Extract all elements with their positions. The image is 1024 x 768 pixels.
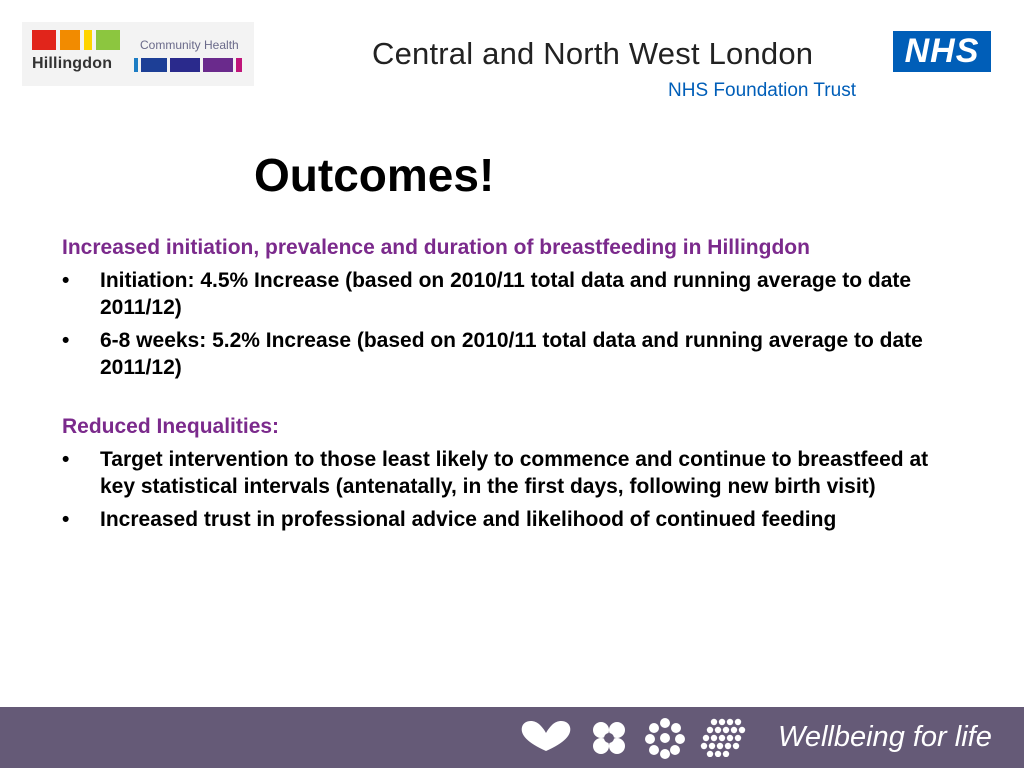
bullet-list-inequalities	[62, 446, 962, 533]
list-item	[62, 267, 962, 321]
bullet-text: Increased trust in professional advice and likelihood of continued feeding	[100, 508, 837, 531]
logo-bar	[141, 58, 167, 72]
bullet-icon: •	[62, 508, 70, 531]
trust-title: Central and North West London	[372, 36, 814, 71]
nhs-logo: NHS	[893, 31, 991, 72]
list-item	[62, 446, 962, 500]
section-spacer	[62, 387, 962, 413]
list-item	[62, 506, 962, 533]
bullet-list-breastfeeding	[62, 267, 962, 381]
heart-icon	[518, 717, 574, 757]
bullet-icon: •	[62, 448, 70, 471]
logo-color-bars	[134, 58, 242, 72]
section-heading-inequalities: Reduced Inequalities:	[62, 415, 280, 438]
logo-bar	[236, 58, 242, 72]
logo-name: Hillingdon	[32, 55, 113, 72]
bullet-icon: •	[62, 269, 70, 292]
bullet-text: Target intervention to those least likely to commence and continue to breastfeed at key statistical intervals (antenatally, in the first days, following new birth visit)	[100, 448, 929, 498]
hillingdon-community-health-logo	[22, 22, 254, 86]
footer-icons	[518, 717, 746, 759]
logo-bar	[134, 58, 138, 72]
footer-bar	[0, 707, 1024, 768]
logo-bar	[203, 58, 233, 72]
logo-block-yellow	[84, 30, 92, 50]
flower-icon	[644, 717, 686, 759]
bullet-icon: •	[62, 329, 70, 352]
bullet-text: Initiation: 4.5% Increase (based on 2010/11 total data and running average to date 2011/12)	[100, 269, 912, 319]
dots-grid-icon	[700, 717, 746, 757]
section-heading-breastfeeding: Increased initiation, prevalence and duration of breastfeeding in Hillingdon	[62, 236, 810, 259]
clover-icon	[588, 717, 630, 759]
logo-color-blocks	[32, 30, 120, 50]
nhs-foundation-trust-label: NHS Foundation Trust	[668, 80, 856, 101]
logo-block-green	[96, 30, 120, 50]
footer-tagline: Wellbeing for life	[778, 721, 992, 753]
slide-title: Outcomes!	[254, 149, 495, 201]
bullet-text: 6-8 weeks: 5.2% Increase (based on 2010/11 total data and running average to date 2011/12)	[100, 329, 923, 379]
list-item	[62, 327, 962, 381]
logo-block-orange	[60, 30, 80, 50]
logo-block-red	[32, 30, 56, 50]
logo-subtitle: Community Health	[140, 38, 239, 52]
slide-content	[62, 234, 962, 539]
logo-bar	[170, 58, 200, 72]
